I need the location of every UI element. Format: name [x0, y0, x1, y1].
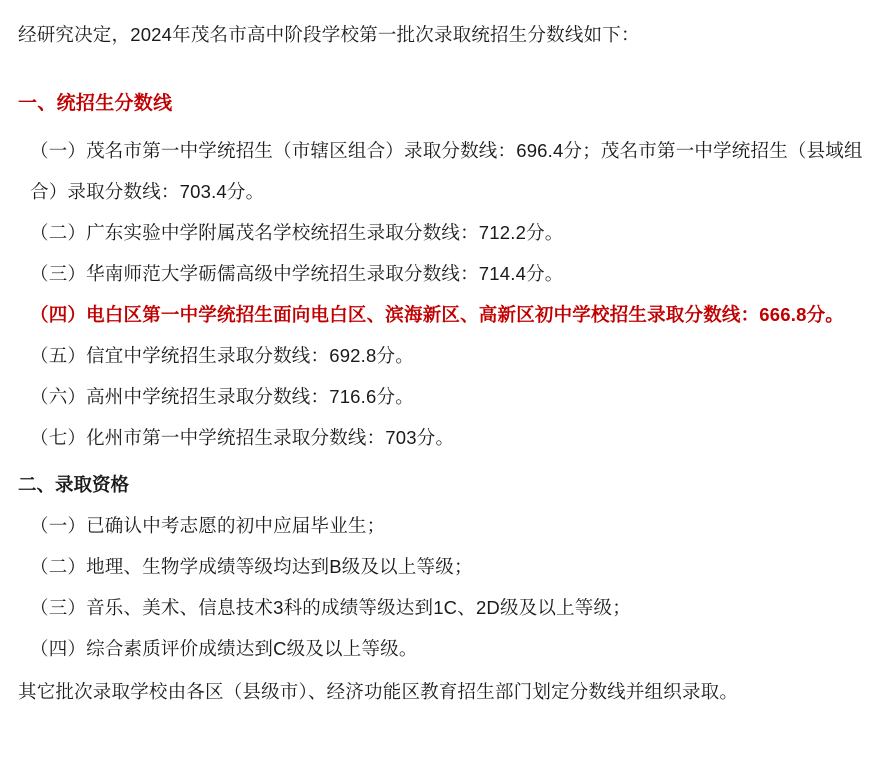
list-item: （四）综合素质评价成绩达到C级及以上等级。: [30, 638, 418, 659]
list-item-highlighted: （四）电白区第一中学统招生面向电白区、滨海新区、高新区初中学校招生录取分数线：666.8分。: [30, 304, 844, 325]
intro-paragraph: 经研究决定，2024年茂名市高中阶段学校第一批次录取统招生分数线如下：: [18, 24, 640, 45]
list-item: （一）茂名市第一中学统招生（市辖区组合）录取分数线：696.4分；茂名市第一中学统招生（县域组合）录取分数线：703.4分。: [30, 140, 863, 202]
list-item: （六）高州中学统招生录取分数线：716.6分。: [30, 386, 414, 407]
list-item: （三）华南师范大学砺儒高级中学统招生录取分数线：714.4分。: [30, 263, 564, 284]
closing-paragraph: 其它批次录取学校由各区（县级市）、经济功能区教育招生部门划定分数线并组织录取。: [18, 681, 739, 702]
list-item: （二）地理、生物学成绩等级均达到B级及以上等级；: [30, 556, 473, 577]
list-item: （二）广东实验中学附属茂名学校统招生录取分数线：712.2分。: [30, 222, 564, 243]
list-item: （五）信宜中学统招生录取分数线：692.8分。: [30, 345, 414, 366]
section-heading-admission-scores: 一、统招生分数线: [18, 93, 173, 114]
list-item: （一）已确认中考志愿的初中应届毕业生；: [30, 515, 386, 536]
section-heading-eligibility: 二、录取资格: [18, 474, 130, 495]
list-item: （七）化州市第一中学统招生录取分数线：703分。: [30, 427, 455, 448]
list-item: （三）音乐、美术、信息技术3科的成绩等级达到1C、2D级及以上等级；: [30, 597, 631, 618]
